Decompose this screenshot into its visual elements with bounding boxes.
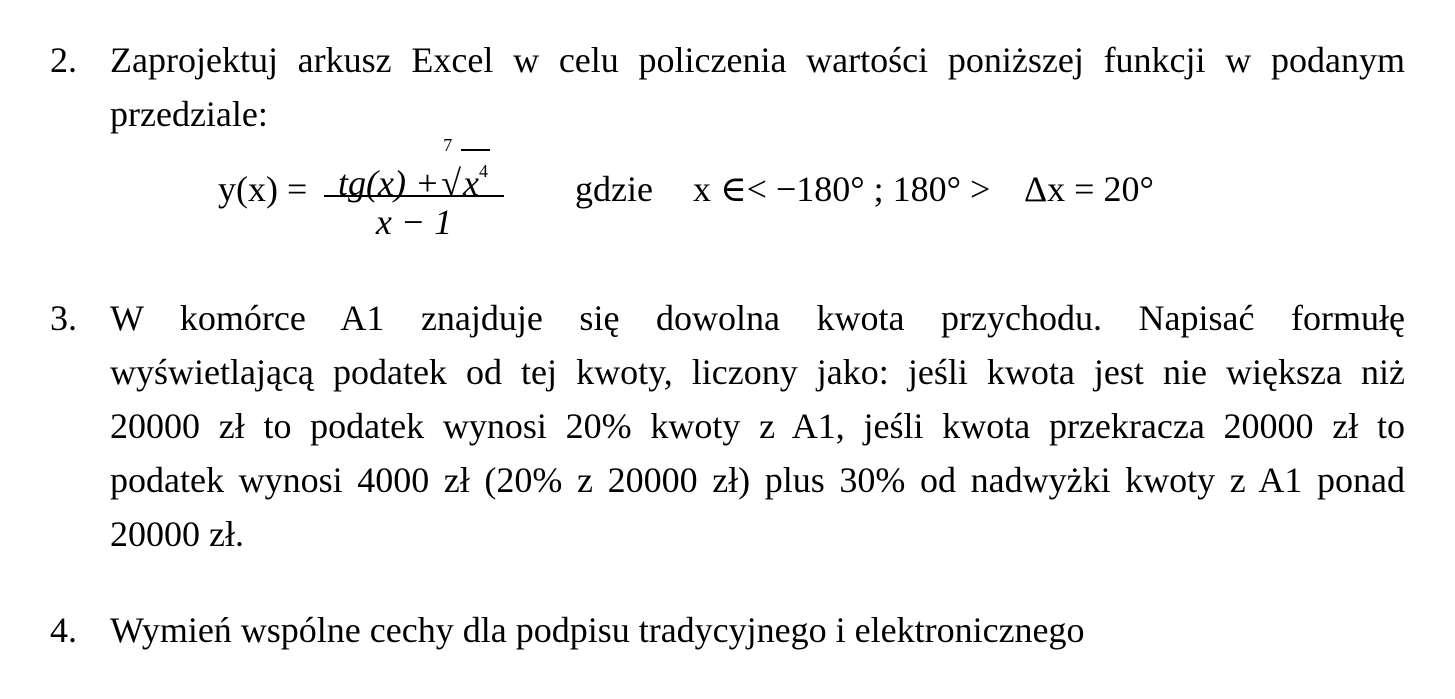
task-3-line-3: 20000 zł to podatek wynosi 20% kwoty z A1, jeśli kwota przekracza 20000 zł to — [110, 406, 1405, 446]
radicand-exponent: 4 — [479, 161, 488, 181]
numerator-tangent: tg(x) + — [338, 163, 440, 203]
formula-where-label: gdzie — [575, 169, 653, 209]
fraction-bar — [324, 195, 504, 197]
root-index: 7 — [443, 135, 453, 155]
task-4-line-1: Wymień wspólne cechy dla podpisu tradycyjnego i elektronicznego — [110, 610, 1085, 650]
task-2 — [50, 33, 1405, 141]
task-2-line-1: Zaprojektuj arkusz Excel w celu policzenia wartości poniższej funkcji w podanym — [110, 40, 1405, 80]
task-3-line-1: W komórce A1 znajduje się dowolna kwota przychodu. Napisać formułę — [110, 298, 1405, 338]
task-4 — [50, 603, 1405, 657]
formula-denominator: x − 1 — [375, 202, 453, 242]
task-3-line-2: wyświetlającą podatek od tej kwoty, liczony jako: jeśli kwota jest nie większa niż — [110, 352, 1405, 392]
formula-fraction — [324, 133, 504, 243]
task-2-text — [110, 33, 1405, 141]
task-3-text — [110, 291, 1405, 561]
radicand-base: x — [463, 163, 479, 203]
formula-lhs: y(x) = — [218, 169, 308, 209]
task-3-line-5: 20000 zł. — [110, 514, 244, 554]
task-2-line-2: przedziale: — [110, 94, 268, 134]
task-2-number: 2. — [50, 40, 77, 80]
radical-sign-icon: √ — [441, 163, 462, 203]
task-3-line-4: podatek wynosi 4000 zł (20% z 20000 zł) plus 30% od nadwyżki kwoty z A1 ponad — [110, 460, 1405, 500]
task-4-number: 4. — [50, 610, 77, 650]
function-formula — [218, 133, 1218, 243]
formula-domain: x ∈< −180° ; 180° > — [693, 169, 991, 209]
task-4-text — [110, 603, 1405, 657]
task-3-number: 3. — [50, 298, 77, 338]
task-3 — [50, 291, 1405, 561]
formula-step: Δx = 20° — [1024, 169, 1154, 209]
